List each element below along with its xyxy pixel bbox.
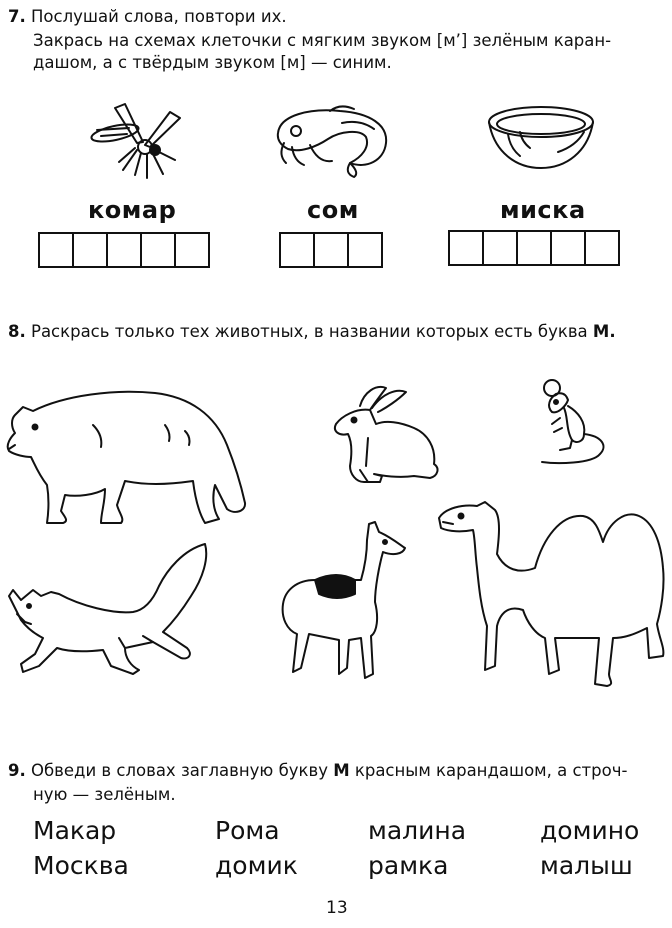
cell[interactable] xyxy=(313,232,349,268)
task8-text: Раскрась только тех животных, в названии которых есть буква xyxy=(31,322,593,341)
word-domik: домик xyxy=(215,851,298,880)
word-roma: Рома xyxy=(215,816,280,845)
cell[interactable] xyxy=(279,232,315,268)
llama-picture[interactable] xyxy=(275,518,415,688)
mosquito-picture xyxy=(75,100,185,180)
cells-som xyxy=(279,232,383,268)
word-malysh: малыш xyxy=(540,851,633,880)
hare-picture[interactable] xyxy=(330,378,440,490)
cells-miska xyxy=(448,230,620,266)
word-domino: домино xyxy=(540,816,640,845)
cell[interactable] xyxy=(38,232,74,268)
cell[interactable] xyxy=(550,230,586,266)
word-makar: Макар xyxy=(33,816,117,845)
task9-line1b: красным карандашом, а строч- xyxy=(349,761,628,780)
task9-number: 9. xyxy=(8,761,26,780)
task7-line3: дашом, а с твёрдым звуком [м] — синим. xyxy=(33,53,392,72)
task7-heading xyxy=(8,5,287,29)
mouse-picture[interactable] xyxy=(538,378,610,473)
task7-line2: Закрась на схемах клеточки с мягким звуком [м’] зелёным каран- xyxy=(33,31,612,50)
task8-number: 8. xyxy=(8,322,26,341)
bowl-picture xyxy=(486,102,596,177)
cell[interactable] xyxy=(482,230,518,266)
cell[interactable] xyxy=(72,232,108,268)
cell[interactable] xyxy=(106,232,142,268)
task9-line1a: Обведи в словах заглавную букву xyxy=(31,761,334,780)
task9-letter: М xyxy=(333,761,350,780)
cell[interactable] xyxy=(174,232,210,268)
page-number: 13 xyxy=(326,898,348,918)
word-malina: малина xyxy=(368,816,467,845)
cell[interactable] xyxy=(140,232,176,268)
bear-picture[interactable] xyxy=(5,385,250,530)
camel-picture[interactable] xyxy=(435,498,670,688)
task7-number: 7. xyxy=(8,7,26,26)
task8-letter: М. xyxy=(592,322,616,341)
catfish-picture xyxy=(270,103,395,178)
cell[interactable] xyxy=(448,230,484,266)
cell[interactable] xyxy=(584,230,620,266)
cells-komar xyxy=(38,232,210,268)
word-moskva: Москва xyxy=(33,851,129,880)
task9-heading xyxy=(8,759,627,783)
fox-picture[interactable] xyxy=(3,540,213,685)
task9-line2: ную — зелёным. xyxy=(33,785,176,804)
word-ramka: рамка xyxy=(368,851,449,880)
word-komar: комар xyxy=(88,196,177,224)
word-som: сом xyxy=(307,196,359,224)
cell[interactable] xyxy=(347,232,383,268)
task7-line1: Послушай слова, повтори их. xyxy=(31,7,287,26)
cell[interactable] xyxy=(516,230,552,266)
task8-heading xyxy=(8,320,616,344)
word-miska: миска xyxy=(500,196,586,224)
